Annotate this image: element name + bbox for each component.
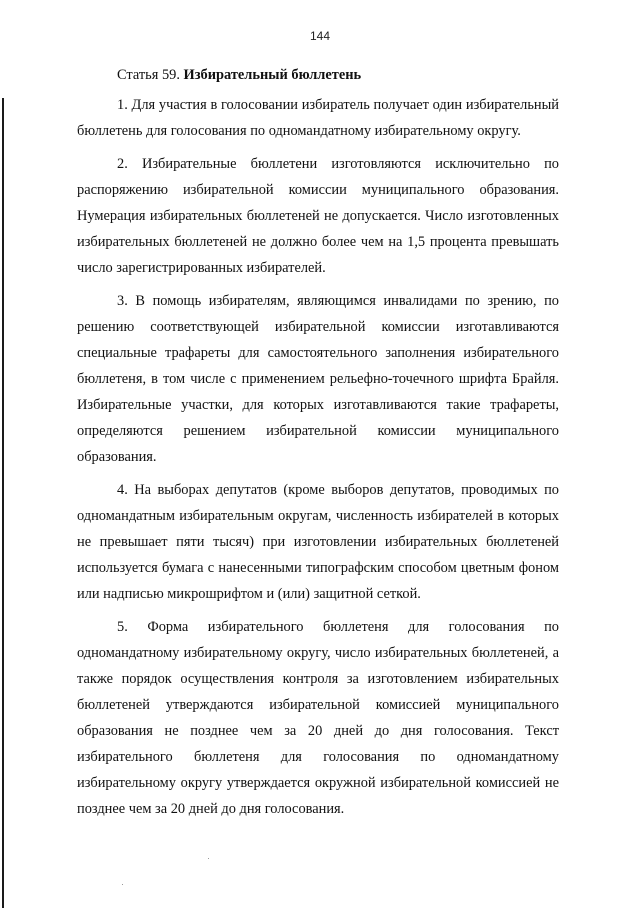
paragraph-1: 1. Для участия в голосовании избиратель получает один избирательный бюллетень для голосования по одномандатному избирательному округу.	[77, 97, 559, 139]
article-prefix: Статья 59.	[117, 67, 184, 83]
paragraph-2: 2. Избирательные бюллетени изготовляются исключительно по распоряжению избирательной комиссии муниципального образования. Нумерация избирательных бюллетеней не допускается. Число изготовленных избирательных бюллетеней не должно более чем на 1,5 процента превышать число зарегистрированных избирателей.	[77, 156, 559, 276]
paragraph-3: 3. В помощь избирателям, являющимся инвалидами по зрению, по решению соответствующей избирательной комиссии изготавливаются специальные трафареты для самостоятельного заполнения избирательного бюллетеня, в том числе с применением рельефно-точечного шрифта Брайля. Избирательные участки, для которых изготавливаются такие трафареты, определяются решением избирательной комиссии муниципального образования.	[77, 293, 559, 465]
scan-speck	[122, 884, 123, 885]
article-title: Избирательный бюллетень	[183, 67, 362, 83]
article-heading	[77, 62, 559, 88]
scan-edge-line	[2, 98, 4, 908]
paragraph-4: 4. На выборах депутатов (кроме выборов депутатов, проводимых по одномандатным избирательным округам, численность избирателей в которых не превышает пяти тысяч) при изготовлении избирательных бюллетеней используется бумага с нанесенными типографским способом цветным фоном или надписью микрошрифтом и (или) защитной сеткой.	[77, 482, 559, 602]
document-body	[77, 62, 559, 829]
paragraph-5: 5. Форма избирательного бюллетеня для голосования по одномандатному избирательному округу, число избирательных бюллетеней, а также порядок осуществления контроля за изготовлением избирательных бюллетеней утверждаются избирательной комиссией муниципального образования не позднее чем за 20 дней до дня голосования. Текст избирательного бюллетеня для голосования по одномандатному избирательному округу утверждается окружной избирательной комиссией не позднее чем за 20 дней до дня голосования.	[77, 619, 559, 817]
scan-speck	[208, 858, 209, 859]
page-number: 144	[309, 29, 331, 43]
